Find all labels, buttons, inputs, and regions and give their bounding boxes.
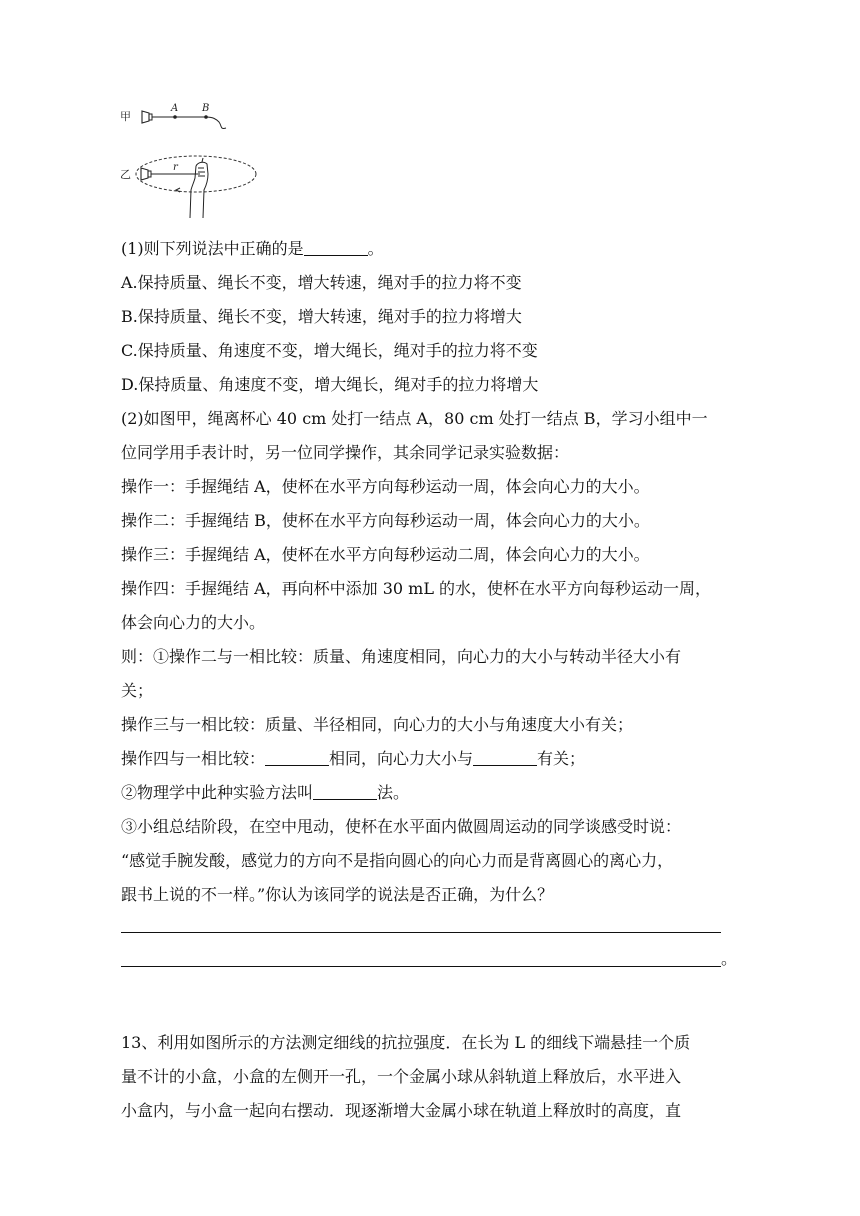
conclusion-3 (121, 748, 585, 770)
conclusion-3-text-3: 有关； (537, 749, 586, 768)
cup-jia-icon (142, 111, 152, 123)
question-13-line-3: 小盒内，与小盒一起向右摆动．现逐渐增大金属小球在轨道上释放时的高度，直 (121, 1101, 682, 1120)
figure-yi-label: 乙 (120, 168, 131, 181)
conclusion-5-line-2: “感觉手腕发酸，感觉力的方向不是指向圆心的向心力而是背离圆心的离心力， (121, 851, 674, 870)
point-a-label: A (171, 103, 179, 114)
sub-question-1-end: 。 (367, 239, 384, 258)
answer-blank-4[interactable] (313, 783, 377, 800)
operation-4-line-1: 操作四：手握绳结 A，再向杯中添加 30 mL 的水，使杯在水平方向每秒运动一周， (121, 579, 712, 598)
string-jia (152, 117, 226, 129)
operation-3: 操作三：手握绳结 A，使杯在水平方向每秒运动二周，体会向心力的大小。 (121, 545, 650, 564)
conclusion-3-text-1: 操作四与一相比较： (121, 749, 266, 768)
answer-end-mark: 。 (721, 949, 738, 968)
conclusion-1-line-1: 则：①操作二与一相比较：质量、角速度相同，向心力的大小与转动半径大小有 (121, 647, 682, 666)
option-b: B.保持质量、绳长不变，增大转速，绳对手的拉力将增大 (121, 307, 522, 326)
conclusion-4 (121, 782, 409, 804)
conclusion-4-text-2: 法。 (377, 783, 410, 802)
conclusion-5-line-3: 跟书上说的不一样。”你认为该同学的说法是否正确，为什么？ (121, 885, 554, 904)
option-a: A.保持质量、绳长不变，增大转速，绳对手的拉力将不变 (121, 273, 522, 292)
answer-line-2[interactable] (121, 966, 721, 967)
radius-label: r (173, 162, 178, 173)
answer-blank-3[interactable] (473, 749, 537, 766)
knot-a (173, 115, 177, 119)
sub-question-2-line-2: 位同学用手表计时，另一位同学操作，其余同学记录实验数据： (121, 443, 570, 462)
option-c: C.保持质量、角速度不变，增大绳长，绳对手的拉力将不变 (121, 341, 538, 360)
sub-question-1 (121, 238, 384, 260)
conclusion-3-text-2: 相同，向心力大小与 (329, 749, 474, 768)
sub-question-1-text: (1)则下列说法中正确的是 (121, 239, 304, 258)
operation-4-line-2: 体会向心力的大小。 (121, 613, 266, 632)
answer-blank-2[interactable] (265, 749, 329, 766)
conclusion-2: 操作三与一相比较：质量、半径相同，向心力的大小与角速度大小有关； (121, 715, 634, 734)
operation-1: 操作一：手握绳结 A，使杯在水平方向每秒运动一周，体会向心力的大小。 (121, 477, 650, 496)
point-b-label: B (202, 103, 210, 114)
answer-blank-1[interactable] (304, 239, 368, 256)
option-d: D.保持质量、角速度不变，增大绳长，绳对手的拉力将增大 (121, 375, 539, 394)
cup-yi-icon (141, 168, 151, 180)
question-13-line-1: 13、利用如图所示的方法测定细线的抗拉强度．在长为 L 的细线下端悬挂一个质 (121, 1033, 691, 1052)
hand-icon (190, 158, 208, 218)
operation-2: 操作二：手握绳结 B，使杯在水平方向每秒运动一周，体会向心力的大小。 (121, 511, 650, 530)
conclusion-5-line-1: ③小组总结阶段，在空中甩动，使杯在水平面内做圆周运动的同学谈感受时说： (121, 817, 682, 836)
sub-question-2-line-1: (2)如图甲，绳离杯心 40 cm 处打一结点 A，80 cm 处打一结点 B，学习小组中一 (121, 409, 708, 428)
question-13-line-2: 量不计的小盒，小盒的左侧开一孔，一个金属小球从斜轨道上释放后，水平进入 (121, 1067, 682, 1086)
experiment-figure (118, 98, 268, 222)
conclusion-4-text-1: ②物理学中此种实验方法叫 (121, 783, 314, 802)
conclusion-1-line-2: 关； (121, 681, 154, 700)
answer-line-1[interactable] (121, 932, 721, 933)
knot-b (204, 115, 208, 119)
figure-jia-label: 甲 (120, 110, 131, 123)
